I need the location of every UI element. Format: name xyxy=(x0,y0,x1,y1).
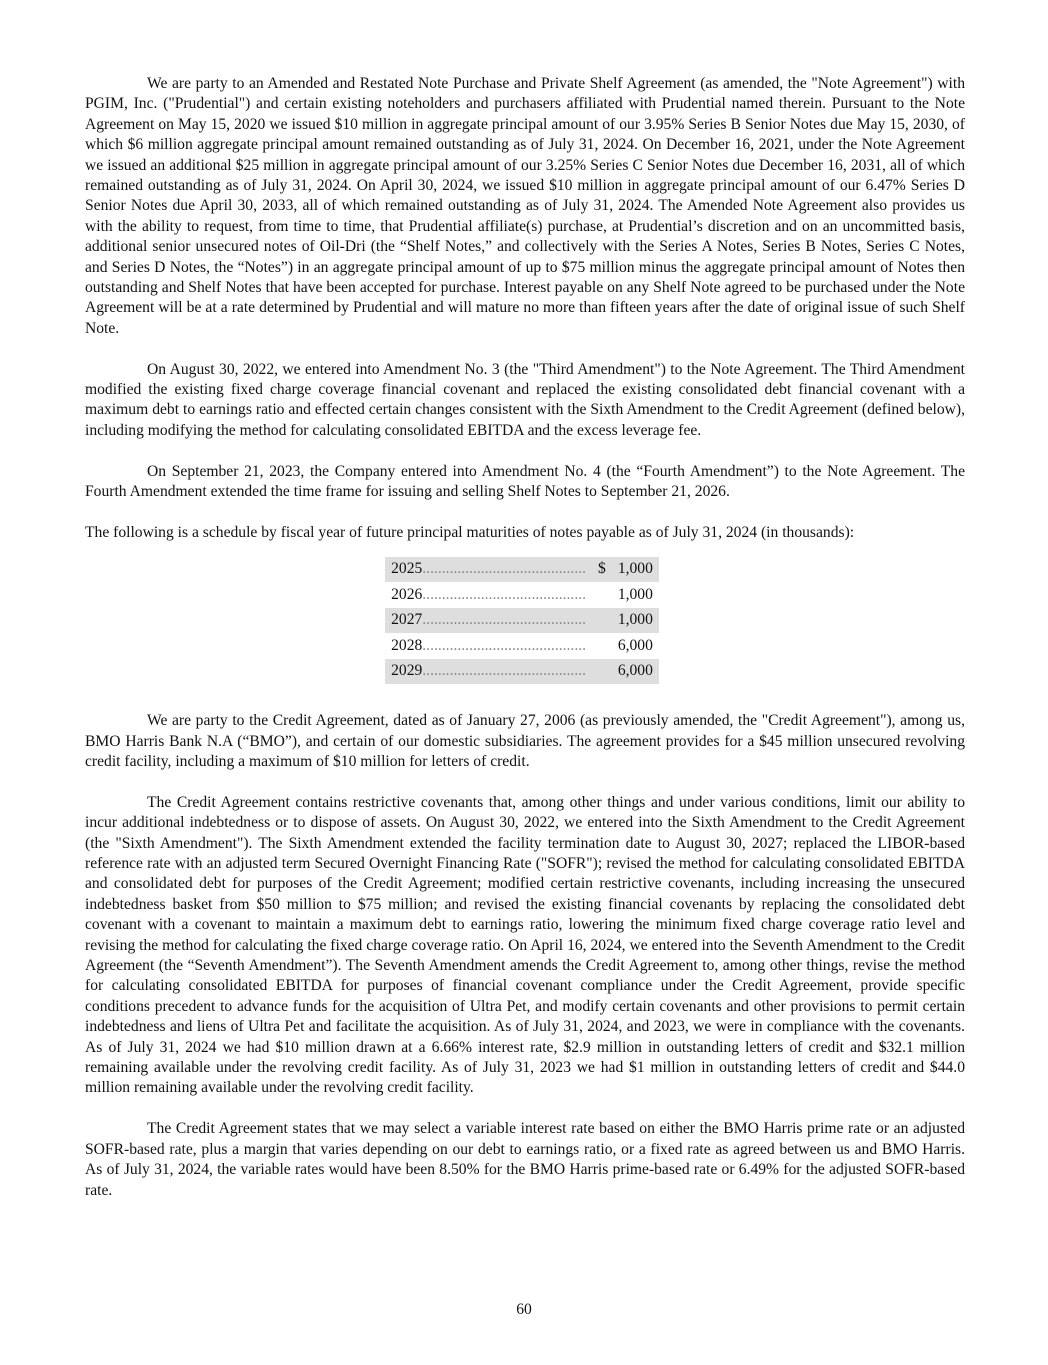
paragraph-note-agreement: We are party to an Amended and Restated Note Purchase and Private Shelf Agreement (as amended, the "Note Agreement") with PGIM, Inc. ("Prudential") and certain existing noteholders and purchasers affiliated with Prudential named therein. Pursuant to the Note Agreement on May 15, 2020 we issued $10 million in aggregate principal amount of our 3.95% Series B Senior Notes due May 15, 2030, of which $6 million aggregate principal amount remained outstanding as of July 31, 2024. On December 16, 2021, under the Note Agreement we issued an additional $25 million in aggregate principal amount of our 3.25% Series C Senior Notes due December 16, 2031, all of which remained outstanding as of July 31, 2024. On April 30, 2024, we issued $10 million in aggregate principal amount of our 6.47% Series D Senior Notes due April 30, 2033, all of which remained outstanding as of July 31, 2024. The Amended Note Agreement also provides us with the ability to request, from time to time, that Prudential affiliate(s) purchase, at Prudential’s discretion and on an uncommitted basis, additional senior unsecured notes of Oil-Dri (the “Shelf Notes,” and collectively with the Series A Notes, Series B Notes, Series C Notes, and Series D Notes, the “Notes”) in an aggregate principal amount of up to $75 million minus the aggregate principal amount of Notes then outstanding and Shelf Notes that have been accepted for purchase. Interest payable on any Shelf Note agreed to be purchased under the Note Agreement will be at a rate determined by Prudential and will mature no more than fifteen years after the date of original issue of such Shelf Note. xyxy=(85,75,965,337)
paragraph-schedule-intro: The following is a schedule by fiscal year of future principal maturities of notes payable as of July 31, 2024 (in thousands): xyxy=(85,523,855,541)
paragraph-fourth-amendment: On September 21, 2023, the Company entered into Amendment No. 4 (the “Fourth Amendment”) to the Note Agreement. The Fourth Amendment extended the time frame for issuing and selling Shelf Notes to September 21, 2026. xyxy=(85,462,965,501)
paragraph-interest-rate: The Credit Agreement states that we may select a variable interest rate based on either the BMO Harris prime rate or an adjusted SOFR-based rate, plus a margin that varies depending on our debt to earnings ratio, or a fixed rate as agreed between us and BMO Harris. As of July 31, 2024, the variable rates would have been 8.50% for the BMO Harris prime-based rate or 6.49% for the adjusted SOFR-based rate. xyxy=(85,1120,965,1199)
currency-cell xyxy=(592,633,612,659)
table-row xyxy=(385,608,659,634)
year-cell xyxy=(385,633,592,659)
amount-cell: 1,000 xyxy=(612,557,659,583)
document-body xyxy=(85,74,965,1221)
table-row xyxy=(385,557,659,583)
currency-cell xyxy=(592,557,612,583)
leader-dots: .......................................... xyxy=(422,636,587,654)
leader-dots: .......................................... xyxy=(422,611,587,629)
currency-cell xyxy=(592,659,612,685)
currency-symbol: $ xyxy=(598,560,606,578)
table-row xyxy=(385,582,659,608)
page-number: 60 xyxy=(516,1301,532,1318)
year-cell xyxy=(385,557,592,583)
leader-dots: .......................................... xyxy=(422,560,587,578)
year-cell xyxy=(385,659,592,685)
paragraph-third-amendment: On August 30, 2022, we entered into Amendment No. 3 (the "Third Amendment") to the Note Agreement. The Third Amendment modified the existing fixed charge coverage financial covenant and replaced the existing consolidated debt financial covenant with a maximum debt to earnings ratio and effected certain changes consistent with the Sixth Amendment to the Credit Agreement (defined below), including modifying the method for calculating consolidated EBITDA and the excess leverage fee. xyxy=(85,360,965,439)
leader-dots: .......................................... xyxy=(422,585,587,603)
amount-cell: 1,000 xyxy=(612,608,659,634)
year-label: 2028 xyxy=(391,636,423,654)
table-row xyxy=(385,633,659,659)
amount-cell: 6,000 xyxy=(617,636,653,654)
year-label: 2029 xyxy=(391,662,423,680)
year-label: 2026 xyxy=(391,585,423,603)
leader-dots: .......................................... xyxy=(422,662,587,680)
year-cell xyxy=(385,582,592,608)
year-cell xyxy=(385,608,592,634)
year-label: 2027 xyxy=(391,611,423,629)
year-label: 2025 xyxy=(391,560,423,578)
amount-cell: 6,000 xyxy=(612,659,659,685)
maturities-table xyxy=(385,557,659,685)
amount-cell: 1,000 xyxy=(617,585,653,603)
paragraph-credit-agreement: We are party to the Credit Agreement, dated as of January 27, 2006 (as previously amended, the "Credit Agreement"), among us, BMO Harris Bank N.A (“BMO”), and certain of our domestic subsidiaries. The agreement provides for a $45 million unsecured revolving credit facility, including a maximum of $10 million for letters of credit. xyxy=(85,712,965,770)
currency-cell xyxy=(592,608,612,634)
paragraph-covenants: The Credit Agreement contains restrictive covenants that, among other things and under various conditions, limit our ability to incur additional indebtedness or to dispose of assets. On August 30, 2022, we entered into the Sixth Amendment to the Credit Agreement (the "Sixth Amendment"). The Sixth Amendment extended the facility termination date to August 30, 2027; replaced the LIBOR-based reference rate with an adjusted term Secured Overnight Financing Rate ("SOFR"); revised the method for calculating consolidated EBITDA and consolidated debt for purposes of the Credit Agreement; modified certain restrictive covenants, including increasing the unsecured indebtedness basket from $50 million to $75 million; and revised the existing financial covenants by replacing the consolidated debt covenant with a covenant to maintain a maximum debt to earnings ratio, lowering the minimum fixed charge coverage ratio level and revising the method for calculating the fixed charge coverage ratio. On April 16, 2024, we entered into the Seventh Amendment to the Credit Agreement (the “Seventh Amendment”). The Seventh Amendment amends the Credit Agreement to, among other things, revise the method for calculating consolidated EBITDA for purposes of financial covenant compliance under the Credit Agreement, provide specific conditions precedent to advance funds for the acquisition of Ultra Pet, and modify certain covenants and other provisions to permit certain indebtedness and liens of Ultra Pet and facilitate the acquisition. As of July 31, 2024, and 2023, we were in compliance with the covenants. As of July 31, 2024 we had $10 million drawn at a 6.66% interest rate, $2.9 million in outstanding letters of credit and $32.1 million remaining available under the revolving credit facility. As of July 31, 2023 we had $1 million in outstanding letters of credit and $44.0 million remaining available under the revolving credit facility. xyxy=(85,793,965,1097)
currency-cell xyxy=(592,582,612,608)
table-row xyxy=(385,659,659,685)
